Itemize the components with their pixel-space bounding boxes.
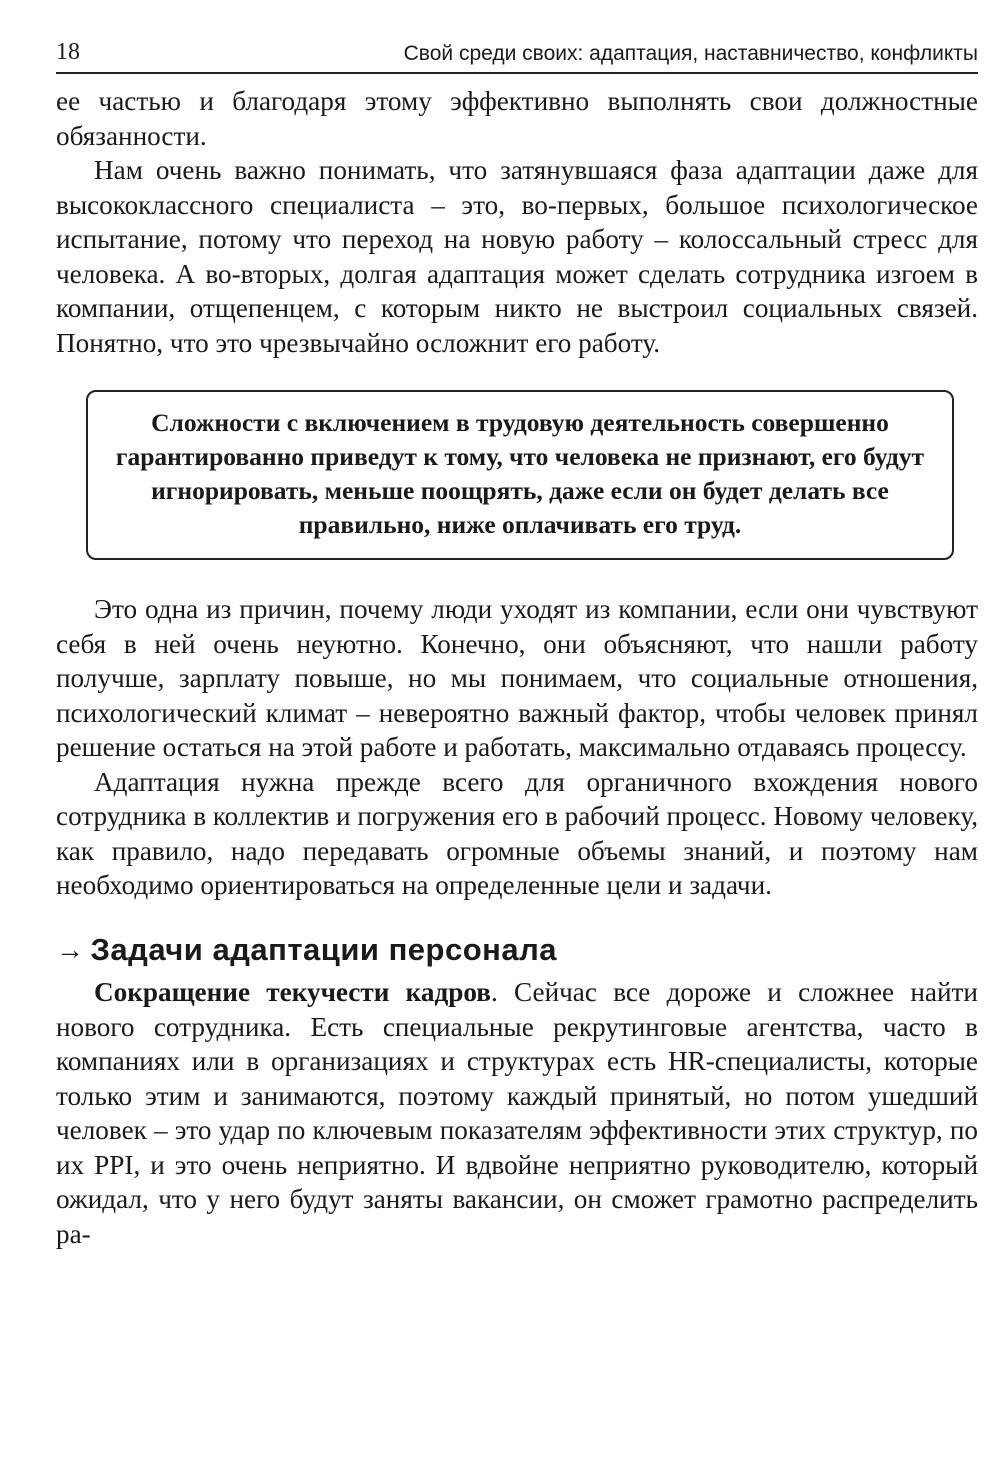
section-heading-text: Задачи адаптации персонала — [90, 931, 558, 967]
lead-text: . Сейчас все дороже и сложнее найти нового сотрудника. Есть специальные рекрутинговые агентства, часто в компаниях или в организациях и структурах есть HR-специалисты, которые только этим и занимаются, поэтому каждый принятый, но потом ушедший человек – это удар по ключевым показателям эффективности этих структур, по их PPI, и это очень неприятно. И вдвойне неприятно руководителю, который ожидал, что у него будут заняты вакансии, он сможет грамотно распределить ра- — [56, 977, 978, 1249]
running-title: Свой среди своих: адаптация, наставничество, конфликты — [403, 42, 978, 65]
callout-box — [86, 390, 954, 560]
body-text — [56, 84, 978, 1251]
section-paragraph — [56, 975, 978, 1251]
running-header — [56, 30, 978, 74]
paragraph: Это одна из причин, почему люди уходят из компании, если они чувствуют себя в ней очень неуютно. Конечно, они объясняют, что нашли работу получше, зарплату повыше, но мы понимаем, что социальные отношения, психологический климат – невероятно важный фактор, чтобы человек принял решение остаться на этой работе и работать, максимально отдаваясь процессу. — [56, 594, 978, 762]
paragraph: Адаптация нужна прежде всего для органичного вхождения нового сотрудника в коллектив и погружения его в рабочий процесс. Новому человеку, как правило, надо передавать огромные объемы знаний, и поэтому нам необходимо ориентироваться на определенные цели и задачи. — [56, 766, 979, 900]
page-number: 18 — [56, 39, 80, 65]
callout-text: Сложности с включением в трудовую деятельность совершенно гарантированно приведут к тому, что человека не признают, его будут игнорировать, меньше поощрять, даже если он будет делать все правильно, ниже оплачивать его труд. — [115, 408, 925, 539]
arrow-right-icon: → — [56, 933, 85, 965]
paragraph-continuation: ее частью и благодаря этому эффективно выполнять свои должностные обязанности. — [56, 86, 978, 151]
section-heading — [56, 933, 978, 968]
paragraph: Нам очень важно понимать, что затянувшаяся фаза адаптации даже для высококлассного специалиста – это, во-первых, большое психологическое испытание, потому что переход на новую работу – колоссальный стресс для человека. А во-вторых, долгая адаптация может сделать сотрудника изгоем в компании, отщепенцем, с которым никто не выстроил социальных связей. Понятно, что это чрезвычайно осложнит его работу. — [56, 155, 978, 358]
book-page — [56, 30, 979, 1251]
lead-term: Сокращение текучести кадров — [94, 977, 491, 1007]
